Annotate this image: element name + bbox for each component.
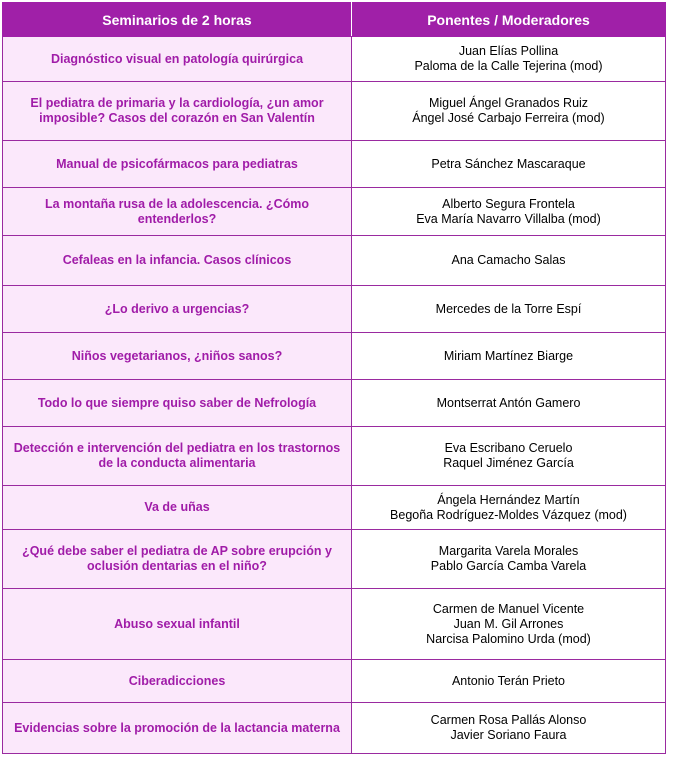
speaker-name: Carmen Rosa Pallás Alonso xyxy=(430,713,587,727)
speaker-list xyxy=(352,703,666,754)
header-seminars: Seminarios de 2 horas xyxy=(3,3,352,37)
table-row xyxy=(3,486,666,530)
speaker-name: Montserrat Antón Gamero xyxy=(436,395,581,410)
seminar-table-body xyxy=(3,37,666,754)
table-row xyxy=(3,333,666,380)
table-row xyxy=(3,703,666,754)
speaker-list xyxy=(352,660,666,703)
table-row xyxy=(3,286,666,333)
seminar-topic: Evidencias sobre la promoción de la lactancia materna xyxy=(3,703,352,754)
speaker-name: Mercedes de la Torre Espí xyxy=(435,301,582,316)
speaker-name: Margarita Varela Morales xyxy=(438,544,579,558)
speaker-name: Carmen de Manuel Vicente xyxy=(432,601,585,616)
speaker-name: Ángela Hernández Martín xyxy=(437,492,580,507)
table-row xyxy=(3,236,666,286)
speaker-list xyxy=(352,427,666,486)
speaker-name: Juan Elías Pollina xyxy=(458,44,559,58)
seminar-topic: Ciberadicciones xyxy=(3,660,352,703)
table-row xyxy=(3,380,666,427)
speaker-name: Miguel Ángel Granados Ruiz xyxy=(428,96,589,110)
seminar-table-container xyxy=(2,2,665,754)
table-row xyxy=(3,589,666,660)
table-row xyxy=(3,37,666,82)
speaker-name: Eva Escribano Ceruelo xyxy=(444,441,573,455)
table-row xyxy=(3,660,666,703)
speaker-list xyxy=(352,37,666,82)
table-row xyxy=(3,141,666,188)
speaker-name: Juan M. Gil Arrones xyxy=(453,616,564,631)
speaker-list xyxy=(352,286,666,333)
speaker-name: Narcisa Palomino Urda (mod) xyxy=(426,631,591,646)
speaker-list xyxy=(352,188,666,236)
table-row xyxy=(3,530,666,589)
header-row xyxy=(3,3,666,37)
speaker-name: Paloma de la Calle Tejerina (mod) xyxy=(414,59,603,73)
seminar-topic: Cefaleas en la infancia. Casos clínicos xyxy=(3,236,352,286)
speaker-list xyxy=(352,380,666,427)
speaker-name: Javier Soriano Faura xyxy=(450,728,567,742)
table-row xyxy=(3,82,666,141)
table-row xyxy=(3,427,666,486)
speaker-list xyxy=(352,589,666,660)
speaker-name: Ángel José Carbajo Ferreira (mod) xyxy=(412,111,605,125)
seminar-topic: Abuso sexual infantil xyxy=(3,589,352,660)
speaker-name: Alberto Segura Frontela xyxy=(442,196,575,211)
seminar-topic: El pediatra de primaria y la cardiología, ¿un amor imposible? Casos del corazón en San Valentín xyxy=(3,82,352,141)
seminar-table xyxy=(2,2,666,754)
speaker-name: Pablo García Camba Varela xyxy=(430,559,587,573)
speaker-name: Miriam Martínez Biarge xyxy=(443,348,574,363)
seminar-topic: Va de uñas xyxy=(3,486,352,530)
speaker-list xyxy=(352,141,666,188)
seminar-topic: Diagnóstico visual en patología quirúrgica xyxy=(3,37,352,82)
speaker-name: Petra Sánchez Mascaraque xyxy=(431,156,586,171)
speaker-name: Ana Camacho Salas xyxy=(451,253,566,267)
speaker-list xyxy=(352,530,666,589)
seminar-topic: Todo lo que siempre quiso saber de Nefrología xyxy=(3,380,352,427)
seminar-topic: Detección e intervención del pediatra en los trastornos de la conducta alimentaria xyxy=(3,427,352,486)
speaker-list xyxy=(352,486,666,530)
speaker-list xyxy=(352,82,666,141)
table-row xyxy=(3,188,666,236)
speaker-list xyxy=(352,236,666,286)
seminar-topic: ¿Qué debe saber el pediatra de AP sobre erupción y oclusión dentarias en el niño? xyxy=(3,530,352,589)
speaker-name: Raquel Jiménez García xyxy=(443,456,574,470)
speaker-name: Antonio Terán Prieto xyxy=(451,673,566,688)
header-speakers: Ponentes / Moderadores xyxy=(352,3,666,37)
seminar-topic: ¿Lo derivo a urgencias? xyxy=(3,286,352,333)
seminar-topic: Manual de psicofármacos para pediatras xyxy=(3,141,352,188)
seminar-topic: Niños vegetarianos, ¿niños sanos? xyxy=(3,333,352,380)
seminar-topic: La montaña rusa de la adolescencia. ¿Cómo entenderlos? xyxy=(3,188,352,236)
speaker-name: Begoña Rodríguez-Moldes Vázquez (mod) xyxy=(390,507,627,522)
speaker-list xyxy=(352,333,666,380)
speaker-name: Eva María Navarro Villalba (mod) xyxy=(416,211,601,226)
